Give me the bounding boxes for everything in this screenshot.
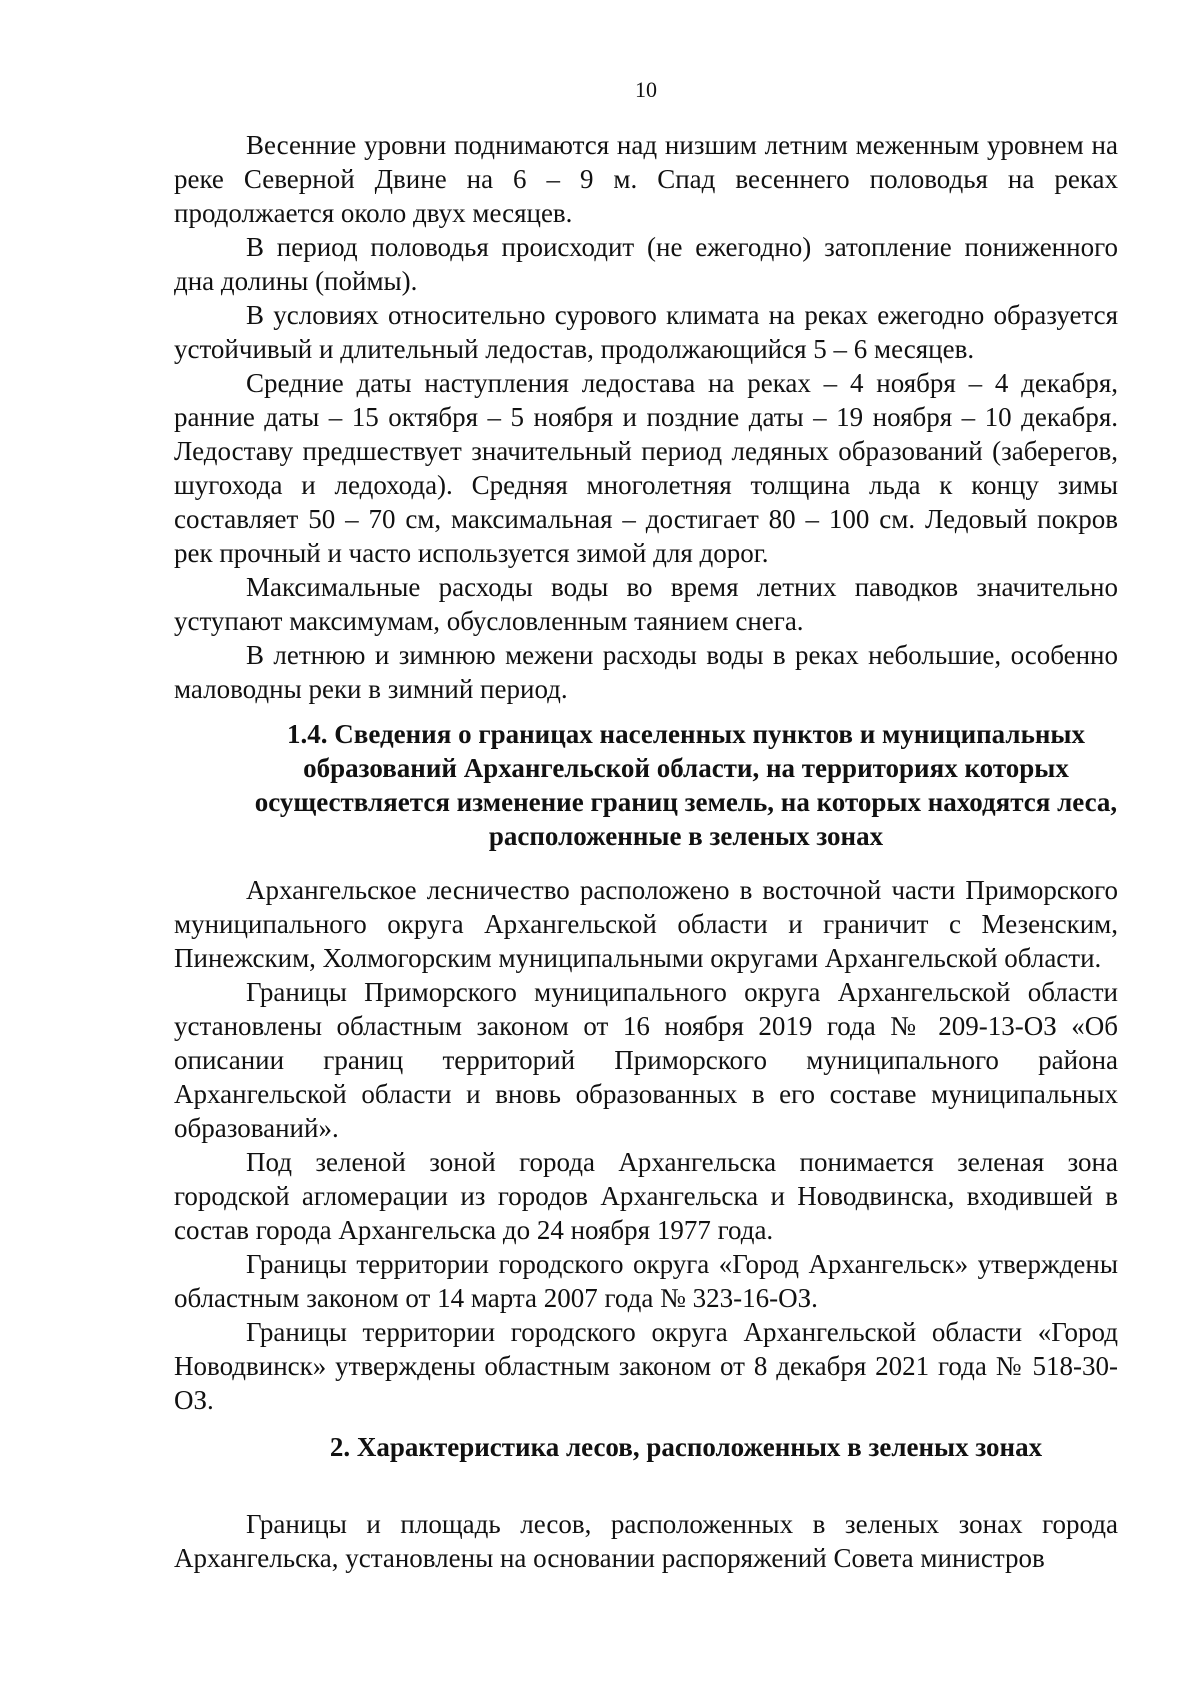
forest-characteristics-text-block <box>174 1507 1118 1575</box>
section-heading-1-4: 1.4. Сведения о границах населенных пунктов и муниципальных образований Архангельской области, на территориях которых осуществляется изменение границ земель, на которых находятся леса, расположенные в зеленых зонах <box>254 719 1118 851</box>
hydrology-text-block <box>174 128 1118 706</box>
paragraph-primorsky-boundaries: Границы Приморского муниципального округа Архангельской области установлены областным законом от 16 ноября 2019 года № 209-13-ОЗ «Об описании границ территорий Приморского муниципального района Архангельской области и вновь образованных в его составе муниципальных образований». <box>174 977 1118 1143</box>
paragraph-freeze-up: В условиях относительно сурового климата на реках ежегодно образуется устойчивый и длительный ледостав, продолжающийся 5 – 6 месяцев. <box>174 300 1118 364</box>
paragraph-forestry-location: Архангельское лесничество расположено в восточной части Приморского муниципального округа Архангельской области и граничит с Мезенским, Пинежским, Холмогорским муниципальными округами Архангельской области. <box>174 875 1118 973</box>
paragraph-low-water: В летнюю и зимнюю межени расходы воды в реках небольшие, особенно маловодны реки в зимний период. <box>174 640 1118 704</box>
paragraph-arkhangelsk-boundaries: Границы территории городского округа «Город Архангельск» утверждены областным законом от 14 марта 2007 года № 323-16-ОЗ. <box>174 1249 1118 1313</box>
paragraph-green-zone: Под зеленой зоной города Архангельска понимается зеленая зона городской агломерации из городов Архангельска и Новодвинска, входившей в состав города Архангельска до 24 ноября 1977 года. <box>174 1147 1118 1245</box>
paragraph-freeze-dates: Средние даты наступления ледостава на реках – 4 ноября – 4 декабря, ранние даты – 15 октября – 5 ноября и поздние даты – 19 ноября – 10 декабря. Ледоставу предшествует значительный период ледяных образований (заберегов, шугохода и ледохода). Средняя многолетняя толщина льда к концу зимы составляет 50 – 70 см, максимальная – достигает 80 – 100 см. Ледовый покров рек прочный и часто используется зимой для дорог. <box>174 368 1118 568</box>
paragraph-spring-levels: Весенние уровни поднимаются над низшим летним меженным уровнем на реке Северной Двине на 6 – 9 м. Спад весеннего половодья на реках продолжается около двух месяцев. <box>174 130 1118 228</box>
page-number: 10 <box>635 77 657 102</box>
paragraph-novodvinsk-boundaries: Границы территории городского округа Архангельской области «Город Новодвинск» утверждены областным законом от 8 декабря 2021 года № 518-30-ОЗ. <box>174 1317 1118 1415</box>
boundaries-text-block <box>174 873 1118 1417</box>
paragraph-forest-area: Границы и площадь лесов, расположенных в зеленых зонах города Архангельска, установлены на основании распоряжений Совета министров <box>174 1509 1118 1573</box>
paragraph-flooding: В период половодья происходит (не ежегодно) затопление пониженного дна долины (поймы). <box>174 232 1118 296</box>
paragraph-summer-floods: Максимальные расходы воды во время летних паводков значительно уступают максимумам, обусловленным таянием снега. <box>174 572 1118 636</box>
section-heading-2: 2. Характеристика лесов, расположенных в зеленых зонах <box>329 1432 1043 1462</box>
